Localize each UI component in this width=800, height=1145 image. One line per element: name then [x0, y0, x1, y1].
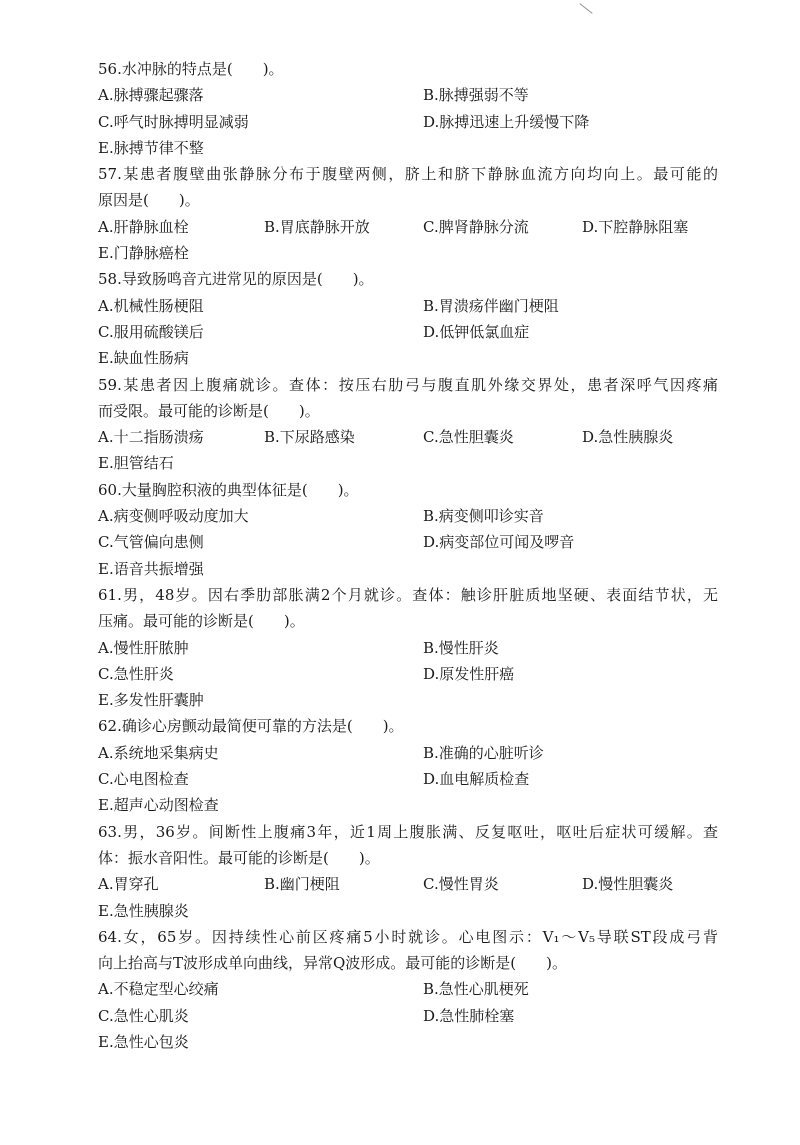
option-row	[98, 109, 718, 135]
question-stem: 64.女，65岁。因持续性心前区疼痛5小时就诊。心电图示：V₁～V₅导联ST段成弓背	[98, 927, 718, 946]
question-page	[98, 56, 718, 1055]
option-row	[98, 871, 718, 897]
option-row	[98, 214, 718, 240]
question-stem: 压痛。最可能的诊断是( )。	[98, 612, 305, 631]
option-row	[98, 635, 718, 661]
question-1	[98, 161, 718, 266]
answer-option[interactable]: E.多发性肝囊肿	[98, 691, 204, 710]
answer-option[interactable]: C.呼气时脉搏明显减弱	[98, 112, 249, 131]
question-0	[98, 56, 718, 161]
option-row	[98, 1029, 718, 1055]
scan-artifact	[579, 3, 592, 14]
option-row	[98, 82, 718, 108]
answer-option[interactable]: E.超声心动图检查	[98, 796, 219, 815]
answer-option[interactable]: C.心电图检查	[98, 770, 189, 789]
option-row	[98, 740, 718, 766]
option-row	[98, 424, 718, 450]
question-5	[98, 582, 718, 713]
answer-option[interactable]: D.病变部位可闻及啰音	[423, 533, 575, 552]
answer-option[interactable]: B.幽门梗阻	[264, 875, 340, 894]
answer-option[interactable]: E.急性胰腺炎	[98, 901, 189, 920]
question-7	[98, 819, 718, 924]
option-row	[98, 503, 718, 529]
question-stem: 60.大量胸腔积液的典型体征是( )。	[98, 480, 359, 499]
option-row	[98, 792, 718, 818]
option-row	[98, 450, 718, 476]
option-row	[98, 293, 718, 319]
answer-option[interactable]: A.病变侧呼吸动度加大	[98, 507, 249, 526]
question-stem: 57.某患者腹壁曲张静脉分布于腹壁两侧，脐上和脐下静脉血流方向均向上。最可能的	[98, 165, 718, 184]
option-row	[98, 898, 718, 924]
answer-option[interactable]: E.脉搏节律不整	[98, 138, 204, 157]
option-row	[98, 319, 718, 345]
option-row	[98, 976, 718, 1002]
answer-option[interactable]: A.系统地采集病史	[98, 743, 219, 762]
question-6	[98, 713, 718, 818]
answer-option[interactable]: A.十二指肠溃疡	[98, 428, 204, 447]
question-2	[98, 266, 718, 371]
answer-option[interactable]: A.机械性肠梗阻	[98, 296, 204, 315]
answer-option[interactable]: C.脾肾静脉分流	[423, 217, 529, 236]
answer-option[interactable]: C.服用硫酸镁后	[98, 322, 204, 341]
option-row	[98, 240, 718, 266]
answer-option[interactable]: E.门静脉癌栓	[98, 244, 189, 263]
answer-option[interactable]: A.慢性肝脓肿	[98, 638, 189, 657]
question-stem: 58.导致肠鸣音亢进常见的原因是( )。	[98, 270, 374, 289]
answer-option[interactable]: E.胆管结石	[98, 454, 174, 473]
answer-option[interactable]: D.原发性肝癌	[423, 664, 515, 683]
question-stem: 63.男，36岁。间断性上腹痛3年，近1周上腹胀满、反复呕吐，呕吐后症状可缓解。查	[98, 822, 718, 841]
answer-option[interactable]: A.肝静脉血栓	[98, 217, 189, 236]
answer-option[interactable]: A.脉搏骤起骤落	[98, 86, 204, 105]
option-row	[98, 135, 718, 161]
question-stem: 原因是( )。	[98, 191, 200, 210]
answer-option[interactable]: D.下腔静脉阻塞	[582, 217, 689, 236]
answer-option[interactable]: C.急性胆囊炎	[423, 428, 514, 447]
question-4	[98, 477, 718, 582]
answer-option[interactable]: B.胃底静脉开放	[264, 217, 370, 236]
question-stem: 体：振水音阳性。最可能的诊断是( )。	[98, 848, 380, 867]
question-3	[98, 372, 718, 477]
answer-option[interactable]: C.慢性胃炎	[423, 875, 499, 894]
question-stem: 59.某患者因上腹痛就诊。查体：按压右肋弓与腹直肌外缘交界处，患者深呼气因疼痛	[98, 375, 718, 394]
answer-option[interactable]: E.急性心包炎	[98, 1032, 189, 1051]
answer-option[interactable]: D.急性肺栓塞	[423, 1006, 515, 1025]
answer-option[interactable]: A.不稳定型心绞痛	[98, 980, 219, 999]
answer-option[interactable]: B.下尿路感染	[264, 428, 355, 447]
answer-option[interactable]: B.病变侧叩诊实音	[423, 507, 544, 526]
answer-option[interactable]: E.语音共振增强	[98, 559, 204, 578]
answer-option[interactable]: D.血电解质检查	[423, 770, 530, 789]
answer-option[interactable]: D.脉搏迅速上升缓慢下降	[423, 112, 590, 131]
question-stem: 61.男，48岁。因右季肋部胀满2个月就诊。查体：触诊肝脏质地坚硬、表面结节状，无	[98, 585, 718, 604]
answer-option[interactable]: E.缺血性肠病	[98, 349, 189, 368]
answer-option[interactable]: C.急性心肌炎	[98, 1006, 189, 1025]
question-stem: 而受限。最可能的诊断是( )。	[98, 401, 320, 420]
option-row	[98, 661, 718, 687]
option-row	[98, 1003, 718, 1029]
option-row	[98, 556, 718, 582]
answer-option[interactable]: D.慢性胆囊炎	[582, 875, 674, 894]
answer-option[interactable]: A.胃穿孔	[98, 875, 159, 894]
answer-option[interactable]: D.低钾低氯血症	[423, 322, 530, 341]
option-row	[98, 529, 718, 555]
answer-option[interactable]: B.胃溃疡伴幽门梗阻	[423, 296, 559, 315]
question-stem: 62.确诊心房颤动最简便可靠的方法是( )。	[98, 717, 404, 736]
answer-option[interactable]: D.急性胰腺炎	[582, 428, 674, 447]
question-8	[98, 924, 718, 1055]
question-stem: 56.水冲脉的特点是( )。	[98, 60, 284, 78]
answer-option[interactable]: C.气管偏向患侧	[98, 533, 204, 552]
option-row	[98, 766, 718, 792]
answer-option[interactable]: B.慢性肝炎	[423, 638, 499, 657]
answer-option[interactable]: B.准确的心脏听诊	[423, 743, 544, 762]
question-stem: 向上抬高与T波形成单向曲线，异常Q波形成。最可能的诊断是( )。	[98, 954, 568, 973]
answer-option[interactable]: B.急性心肌梗死	[423, 980, 529, 999]
answer-option[interactable]: C.急性肝炎	[98, 664, 174, 683]
answer-option[interactable]: B.脉搏强弱不等	[423, 86, 529, 105]
option-row	[98, 687, 718, 713]
option-row	[98, 345, 718, 371]
